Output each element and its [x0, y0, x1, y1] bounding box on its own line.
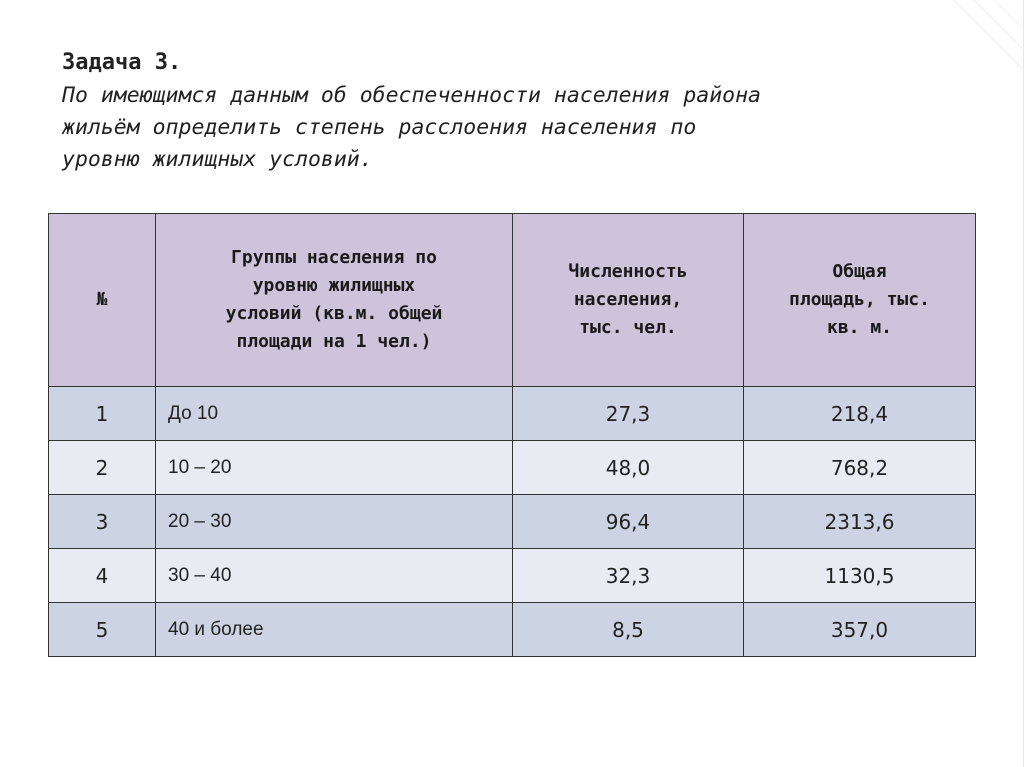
cell-area: 218,4 — [744, 387, 976, 441]
table-row — [49, 387, 976, 441]
table-row — [49, 441, 976, 495]
cell-area: 1130,5 — [744, 549, 976, 603]
cell-area: 2313,6 — [744, 495, 976, 549]
population-table — [48, 213, 976, 657]
table-row — [49, 549, 976, 603]
table-row — [49, 495, 976, 549]
cell-number: 5 — [49, 603, 156, 657]
cell-area: 357,0 — [744, 603, 976, 657]
cell-group: До 10 — [156, 387, 513, 441]
task-title: Задача 3. — [62, 50, 182, 75]
cell-group: 40 и более — [156, 603, 513, 657]
cell-number: 2 — [49, 441, 156, 495]
task-text-line-1: По имеющимся данным об обеспеченности населения района — [62, 83, 761, 108]
table-row — [49, 603, 976, 657]
task-text-line-2: жильём определить степень расслоения населения по — [62, 115, 697, 140]
cell-population: 48,0 — [513, 441, 744, 495]
cell-number: 1 — [49, 387, 156, 441]
cell-population: 96,4 — [513, 495, 744, 549]
cell-population: 8,5 — [513, 603, 744, 657]
cell-group: 30 – 40 — [156, 549, 513, 603]
cell-population: 32,3 — [513, 549, 744, 603]
header-total-area: Общая площадь, тыс. кв. м. — [744, 214, 976, 387]
cell-population: 27,3 — [513, 387, 744, 441]
cell-group: 10 – 20 — [156, 441, 513, 495]
header-number: № — [49, 214, 156, 387]
cell-number: 3 — [49, 495, 156, 549]
task-text-line-3: уровню жилищных условий. — [62, 147, 373, 172]
header-population-count: Численность населения, тыс. чел. — [513, 214, 744, 387]
cell-group: 20 – 30 — [156, 495, 513, 549]
cell-number: 4 — [49, 549, 156, 603]
header-population-groups: Группы населения по уровню жилищных условий (кв.м. общей площади на 1 чел.) — [156, 214, 513, 387]
table-header-row — [49, 214, 976, 387]
task-block — [62, 46, 982, 176]
cell-area: 768,2 — [744, 441, 976, 495]
